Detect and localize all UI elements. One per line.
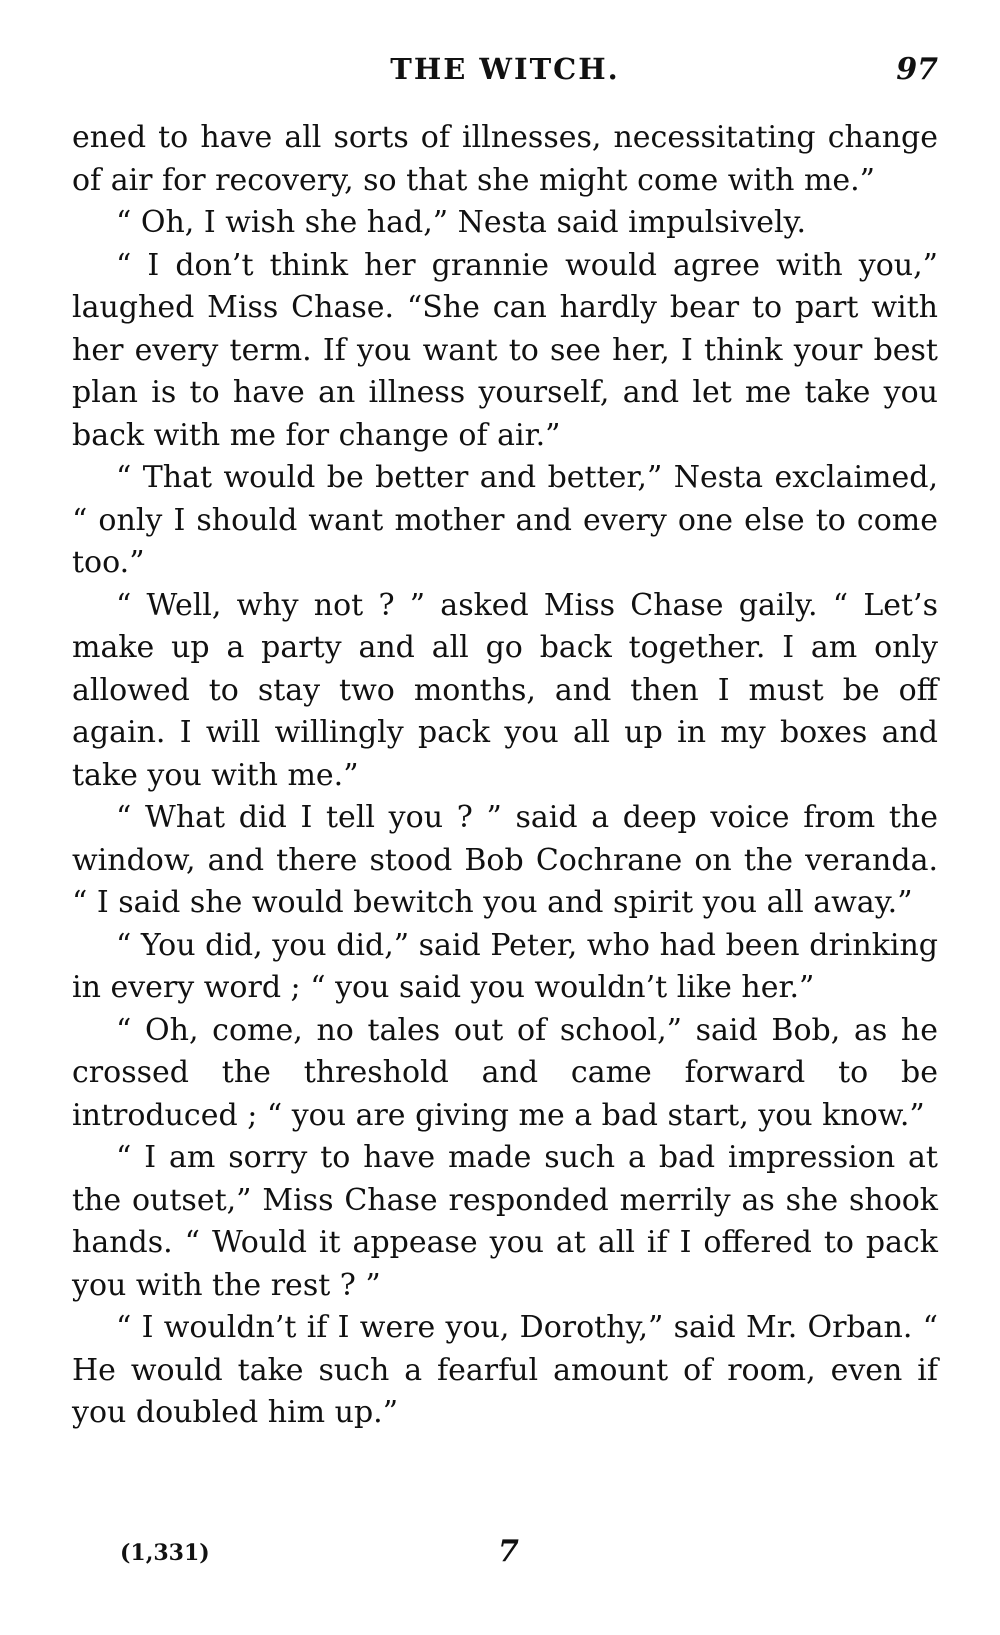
body-text bbox=[72, 117, 938, 1435]
page-header bbox=[72, 52, 938, 92]
paragraph: “ Well, why not ? ” asked Miss Chase gaily. “ Let’s make up a party and all go back together. I am only allowed to stay two months, and then I must be off again. I will willingly pack you all up in my boxes and take you with me.” bbox=[72, 587, 938, 793]
page-number: 97 bbox=[896, 52, 938, 87]
paragraph: “ What did I tell you ? ” said a deep voice from the window, and there stood Bob Cochrane on the veranda. “ I said she would bewitch you and spirit you all away.” bbox=[72, 800, 938, 920]
paragraph: “ I am sorry to have made such a bad impression at the outset,” Miss Chase responded merrily as she shook hands. “ Would it appease you at all if I offered to pack you with the rest ? ” bbox=[72, 1140, 938, 1303]
paragraph: “ I don’t think her grannie would agree with you,” laughed Miss Chase. “She can hardly bear to part with her every term. If you want to see her, I think your best plan is to have an illness yourself, and let me take you back with me for change of air.” bbox=[72, 247, 938, 453]
paragraph: ened to have all sorts of illnesses, necessitating change of air for recovery, so that she might come with me.” bbox=[72, 120, 938, 198]
paragraph: “ Oh, I wish she had,” Nesta said impulsively. bbox=[116, 205, 807, 240]
paragraph: “ I wouldn’t if I were you, Dorothy,” said Mr. Orban. “ He would take such a fearful amount of room, even if you doubled him up.” bbox=[72, 1310, 938, 1430]
printer-mark: (1,331) bbox=[120, 1540, 210, 1566]
signature-number: 7 bbox=[498, 1534, 519, 1569]
paragraph: “ Oh, come, no tales out of school,” said Bob, as he crossed the threshold and came forward to be introduced ; “ you are giving me a bad start, you know.” bbox=[72, 1012, 938, 1133]
paragraph: “ That would be better and better,” Nesta exclaimed, “ only I should want mother and every one else to come too.” bbox=[72, 460, 938, 580]
page-footer bbox=[72, 1534, 938, 1580]
paragraph: “ You did, you did,” said Peter, who had been drinking in every word ; “ you said you wouldn’t like her.” bbox=[72, 927, 938, 1005]
running-title: THE WITCH. bbox=[390, 52, 620, 86]
